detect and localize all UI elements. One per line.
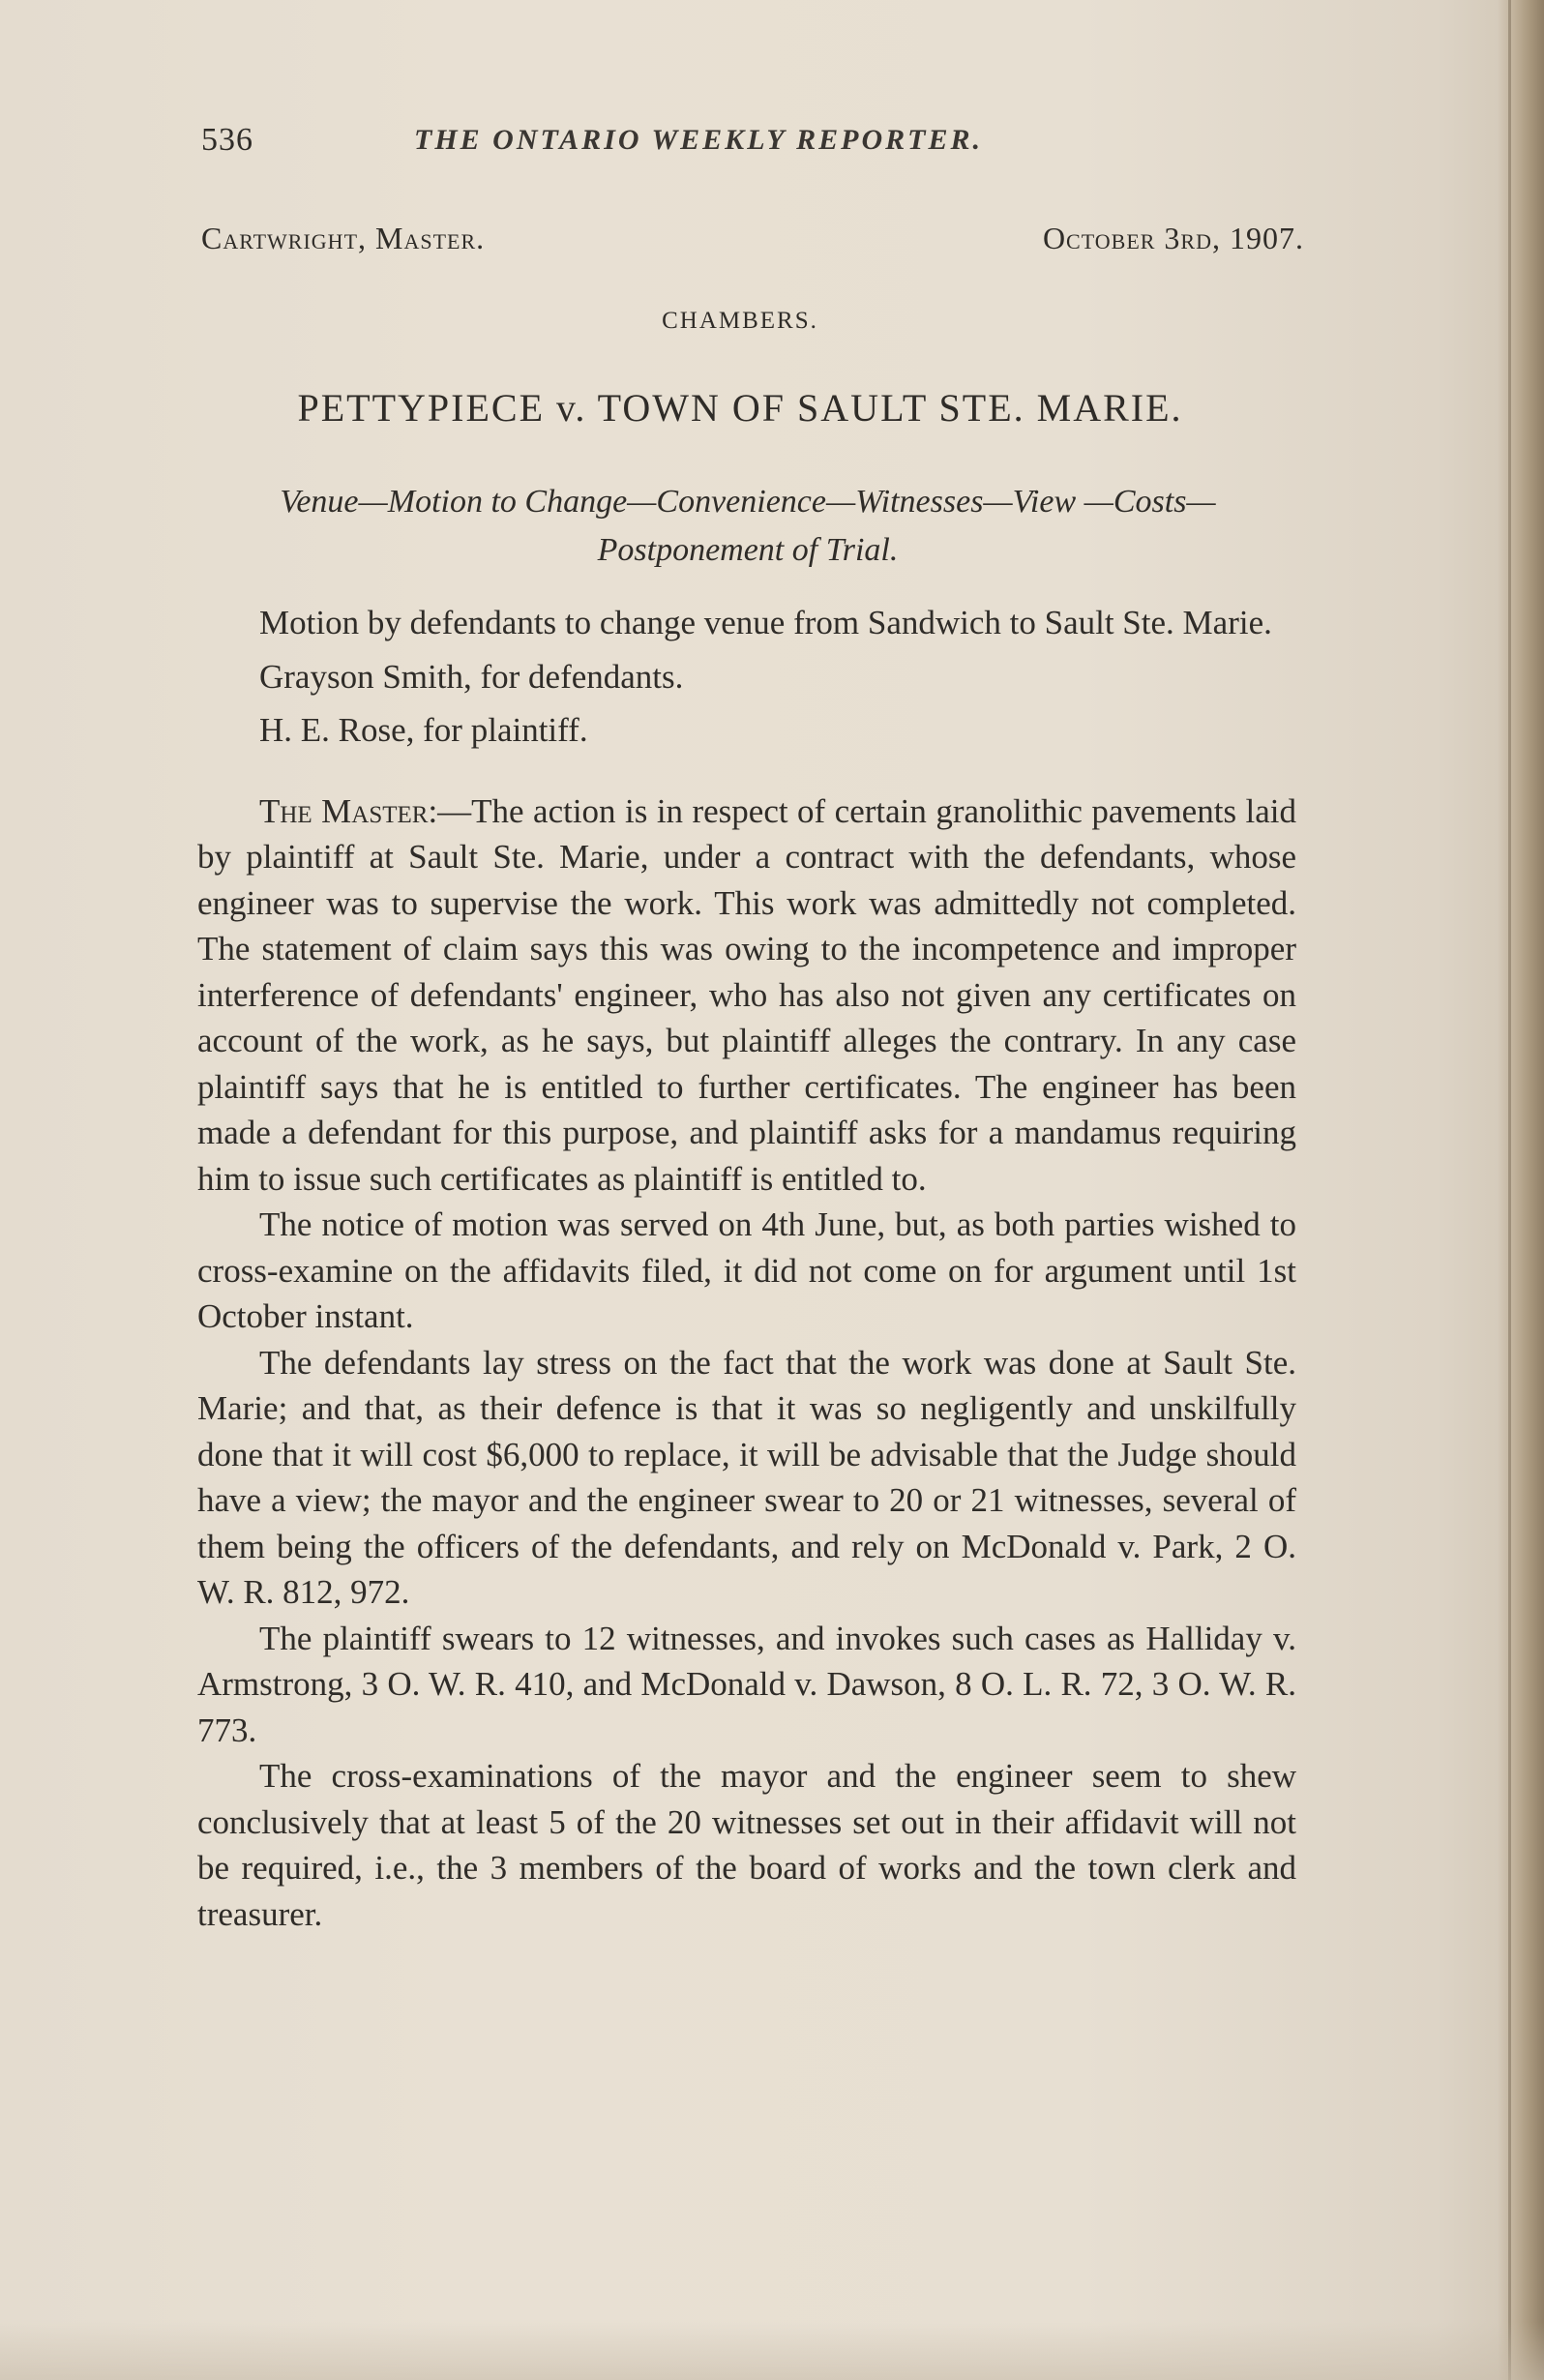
court-line xyxy=(201,221,1304,263)
case-title: PETTYPIECE v. TOWN OF SAULT STE. MARIE. xyxy=(297,386,1183,430)
motion-paragraph: Motion by defendants to change venue from Sandwich to Sault Ste. Marie. xyxy=(259,604,1272,641)
judgment-date: October 3rd, 1907. xyxy=(1042,221,1304,255)
body-text xyxy=(197,600,1296,1937)
page-bottom-shadow xyxy=(0,2322,1544,2380)
page-binding-edge xyxy=(1498,0,1544,2380)
headnote: Venue—Motion to Change—Convenience—Witnesses—View —Costs—Postponement of Trial. xyxy=(280,484,1216,568)
judgment-paragraph: The plaintiff swears to 12 witnesses, and invokes such cases as Halliday v. Armstrong, 3 O. W. R. 410, and McDonald v. Dawson, 8 O. L. R. 72, 3 O. W. R. 773. xyxy=(197,1619,1296,1749)
judgment-paragraph xyxy=(197,788,1296,1203)
binding-shadow-line xyxy=(1508,0,1511,2380)
judgment-paragraph: The defendants lay stress on the fact that the work was done at Sault Ste. Marie; and that, as their defence is that it was so negligently and unskilfully done that it will cost $6,000 to replace, it will be advisable that the Judge should have a view; the mayor and the engineer swear to 20 or 21 witnesses, several of them being the officers of the defendants, and rely on McDonald v. Park, 2 O. W. R. 812, 972. xyxy=(197,1343,1296,1611)
judge-name: Cartwright, Master. xyxy=(201,221,486,255)
counsel-plaintiff: H. E. Rose, for plaintiff. xyxy=(259,711,588,749)
judgment-speaker: The Master xyxy=(259,791,429,830)
judgment-paragraph: The cross-examinations of the mayor and the engineer seem to shew conclusively that at least 5 of the 20 witnesses set out in their affidavit will not be required, i.e., the 3 members of the board of works and the town clerk and treasurer. xyxy=(197,1757,1296,1933)
counsel-defendants: Grayson Smith, for defendants. xyxy=(259,657,684,696)
running-head: THE ONTARIO WEEKLY REPORTER. xyxy=(414,124,983,156)
page-number: 536 xyxy=(201,122,253,158)
judgment-paragraph: The notice of motion was served on 4th June, but, as both parties wished to cross-examine on the affidavits filed, it did not come on for argument until 1st October instant. xyxy=(197,1205,1296,1335)
chambers-heading: CHAMBERS. xyxy=(662,308,818,334)
page-header xyxy=(201,122,1294,164)
judgment-paragraph-text: :—The action is in respect of certain granolithic pavements laid by plaintiff at Sault Ste. Marie, under a contract with the defendants, whose engineer was to supervise the work. This work was admittedly not completed. The statement of claim says this was owing to the incompetence and improper interference of defendants' engineer, who has also not given any certificates on account of the work, as he says, but plaintiff alleges the contrary. In any case plaintiff says that he is entitled to further certificates. The engineer has been made a defendant for this purpose, and plaintiff asks for a mandamus requiring him to issue such certificates as plaintiff is entitled to. xyxy=(197,791,1296,1198)
